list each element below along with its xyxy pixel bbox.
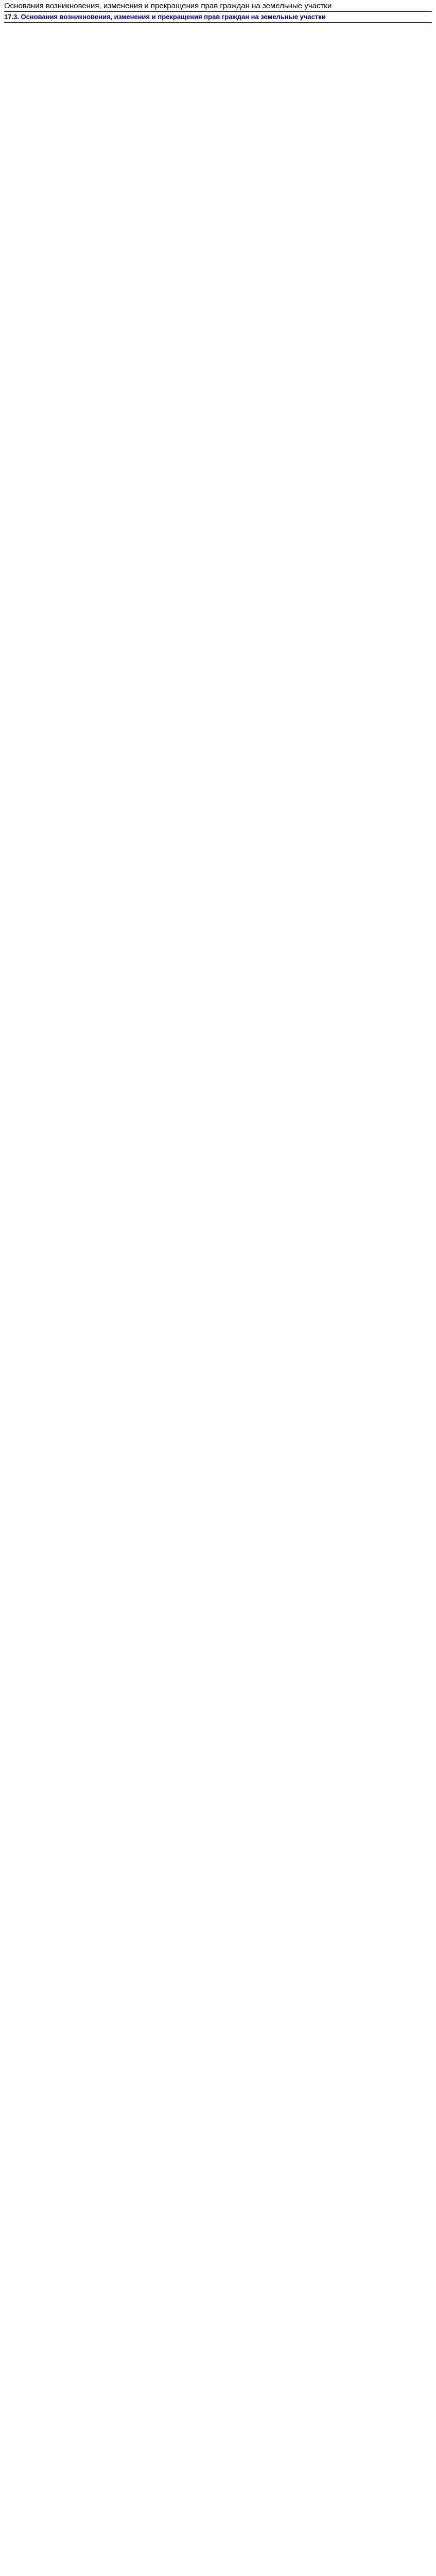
page-title: Основания возникновения, изменения и прекращения прав граждан на земельные участки (4, 2, 332, 10)
title-divider (4, 11, 432, 12)
section-heading: 17.3. Основания возникновения, изменения и прекращения прав граждан на земельные участки (4, 13, 432, 23)
document-body (4, 36, 432, 2576)
